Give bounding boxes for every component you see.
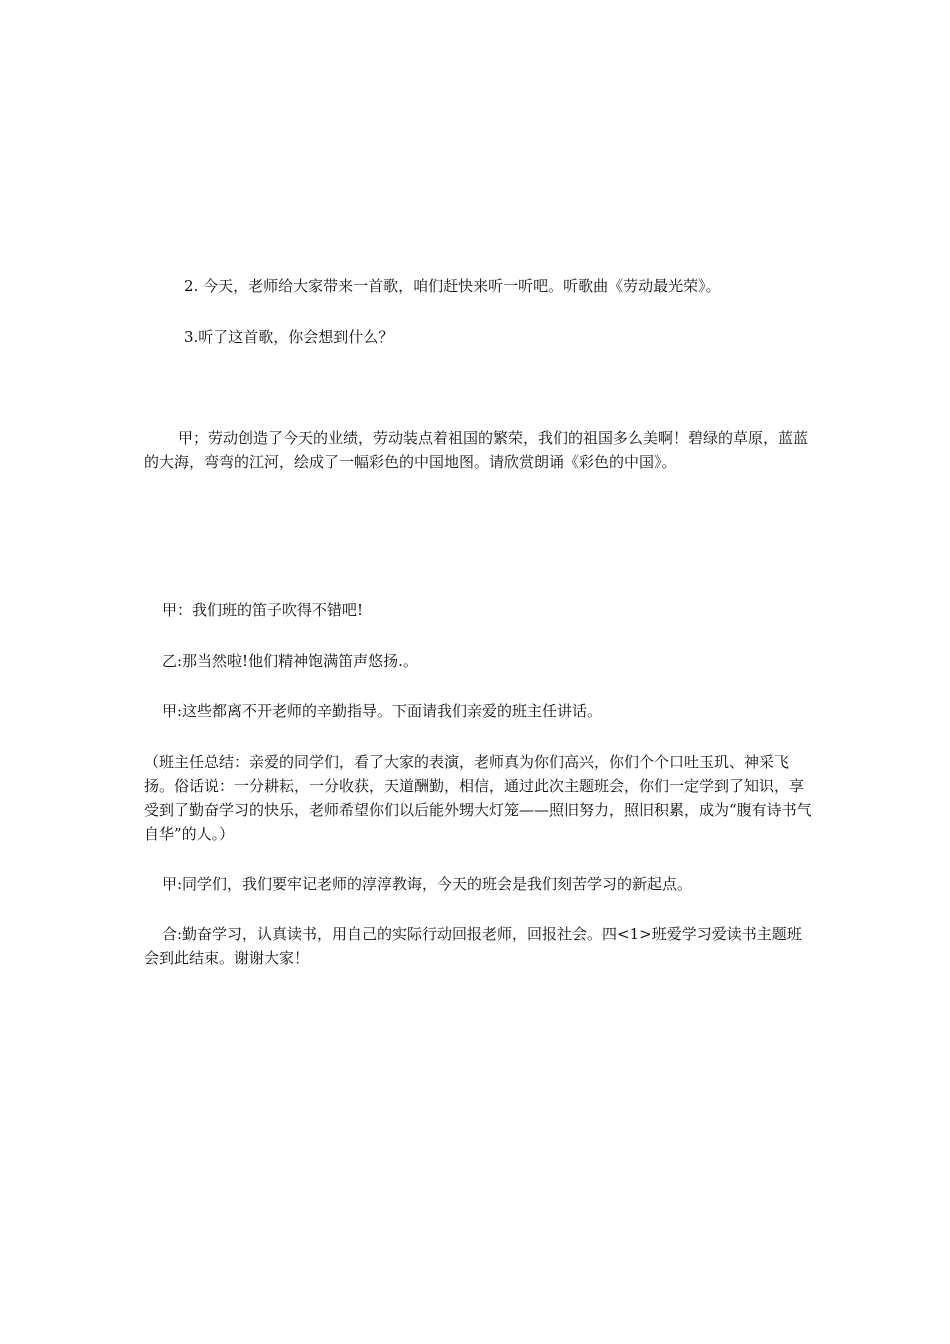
- paragraph-dialogue-jia-2: 甲:这些都离不开老师的辛勤指导。下面请我们亲爱的班主任讲话。: [162, 702, 603, 720]
- paragraph-dialogue-jia-1: 甲：我们班的笛子吹得不错吧!: [162, 601, 364, 619]
- paragraph-teacher-summary: （班主任总结：亲爱的同学们，看了大家的表演，老师真为你们高兴，你们个个口吐玉玑、神采飞扬。俗话说：一分耕耘，一分收获，天道酬勤，相信，通过此次主题班会，你们一定学到了知识，享受到了勤奋学习的快乐，老师希望你们以后能外甥大灯笼——照旧努力，照旧积累，成为“腹有诗书气自华”的人。）: [144, 753, 812, 843]
- paragraph-dialogue-jia-3: 甲:同学们，我们要牢记老师的淳淳教诲，今天的班会是我们刻苦学习的新起点。: [162, 875, 693, 893]
- paragraph-recitation-intro: 甲；劳动创造了今天的业绩，劳动装点着祖国的繁荣，我们的祖国多么美啊！碧绿的草原，蓝蓝的大海，弯弯的江河，绘成了一幅彩色的中国地图。请欣赏朗诵《彩色的中国》。: [144, 429, 809, 471]
- paragraph-question: 3.听了这首歌，你会想到什么？: [184, 328, 394, 346]
- paragraph-dialogue-yi: 乙:那当然啦!他们精神饱满笛声悠扬.。: [162, 652, 418, 670]
- paragraph-song-intro: 2. 今天，老师给大家带来一首歌，咱们赶快来听一听吧。听歌曲《劳动最光荣》。: [184, 277, 721, 295]
- paragraph-closing: 合:勤奋学习，认真读书，用自己的实际行动回报老师，回报社会。四<1>班爱学习爱读书主题班会到此结束。谢谢大家！: [144, 925, 802, 967]
